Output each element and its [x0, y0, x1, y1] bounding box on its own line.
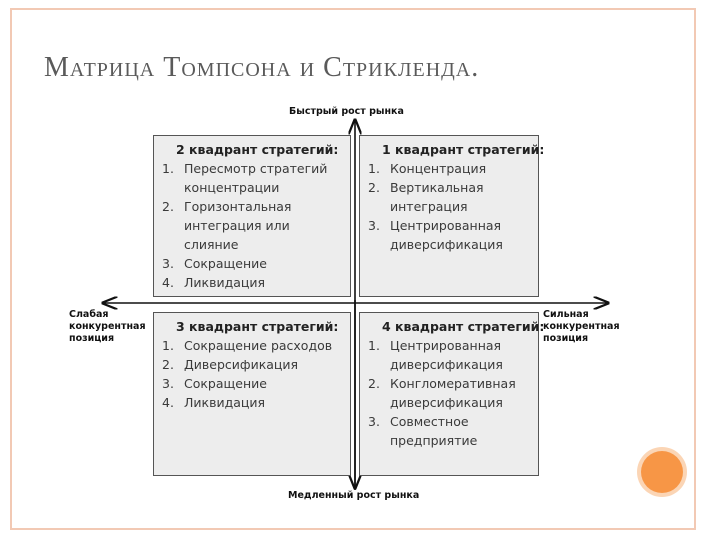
strategy-text: Ликвидация	[184, 395, 266, 410]
strategy-text: Концентрация	[390, 161, 487, 176]
quadrant-title: 3 квадрант стратегий:	[176, 319, 339, 334]
strategy-text: Пересмотр стратегий	[184, 161, 328, 176]
strategy-item	[162, 273, 344, 292]
axis-label-left: Слабая конкурентная позиция	[69, 309, 146, 344]
strategy-text: диверсификация	[390, 395, 503, 410]
quadrant-title: 4 квадрант стратегий:	[382, 319, 545, 334]
strategy-item	[162, 197, 344, 254]
strategy-number: 3.	[368, 218, 380, 233]
quadrant-title: 1 квадрант стратегий:	[382, 142, 545, 157]
strategy-item	[162, 393, 344, 412]
strategy-item	[368, 336, 532, 374]
strategy-item	[368, 159, 532, 178]
strategy-number: 2.	[162, 199, 174, 214]
quadrant-4	[359, 312, 545, 476]
strategy-text: Ликвидация	[184, 275, 266, 290]
strategy-item	[162, 254, 344, 273]
strategy-text: Центрированная	[390, 218, 502, 233]
strategy-list	[162, 159, 344, 292]
strategy-text: Диверсификация	[184, 357, 299, 372]
strategy-text: Сокращение	[184, 256, 267, 271]
strategy-number: 2.	[368, 376, 380, 391]
strategy-item	[368, 178, 532, 216]
strategy-number: 3.	[162, 376, 174, 391]
strategy-item	[162, 374, 344, 393]
quadrant-title: 2 квадрант стратегий:	[176, 142, 339, 157]
strategy-list	[368, 336, 532, 450]
strategy-text: Центрированная	[390, 338, 502, 353]
strategy-item	[368, 216, 532, 254]
strategy-item	[368, 374, 532, 412]
strategy-number: 4.	[162, 275, 174, 290]
strategy-list	[368, 159, 532, 254]
strategy-number: 3.	[368, 414, 380, 429]
strategy-number: 1.	[162, 338, 174, 353]
decorative-circle	[641, 451, 683, 493]
strategy-number: 2.	[368, 180, 380, 195]
strategy-text: интеграция или	[184, 218, 290, 233]
strategy-item	[162, 355, 344, 374]
strategy-item	[162, 336, 344, 355]
strategy-text: Сокращение	[184, 376, 267, 391]
strategy-number: 1.	[368, 338, 380, 353]
slide-title: Матрица Томпсона и Стрикленда.	[44, 52, 480, 83]
strategy-text: Горизонтальная	[184, 199, 292, 214]
quadrant-1	[359, 135, 545, 297]
strategy-text: концентрации	[184, 180, 280, 195]
strategy-text: Сокращение расходов	[184, 338, 333, 353]
strategy-item	[368, 412, 532, 450]
axis-label-right: Сильная конкурентная позиция	[543, 309, 620, 344]
strategy-number: 4.	[162, 395, 174, 410]
strategy-text: Вертикальная	[390, 180, 484, 195]
strategy-number: 1.	[162, 161, 174, 176]
strategy-item	[162, 159, 344, 197]
axis-label-top: Быстрый рост рынка	[289, 106, 404, 117]
strategy-text: диверсификация	[390, 237, 503, 252]
strategy-text: интеграция	[390, 199, 468, 214]
axis-label-bottom: Медленный рост рынка	[288, 490, 420, 501]
strategy-text: Конгломеративная	[390, 376, 516, 391]
strategy-text: слияние	[184, 237, 239, 252]
quadrant-3	[153, 312, 351, 476]
strategy-list	[162, 336, 344, 412]
strategy-number: 2.	[162, 357, 174, 372]
strategy-text: диверсификация	[390, 357, 503, 372]
strategy-text: Совместное	[390, 414, 469, 429]
quadrant-2	[153, 135, 351, 297]
strategy-text: предприятие	[390, 433, 478, 448]
strategy-number: 1.	[368, 161, 380, 176]
strategy-number: 3.	[162, 256, 174, 271]
